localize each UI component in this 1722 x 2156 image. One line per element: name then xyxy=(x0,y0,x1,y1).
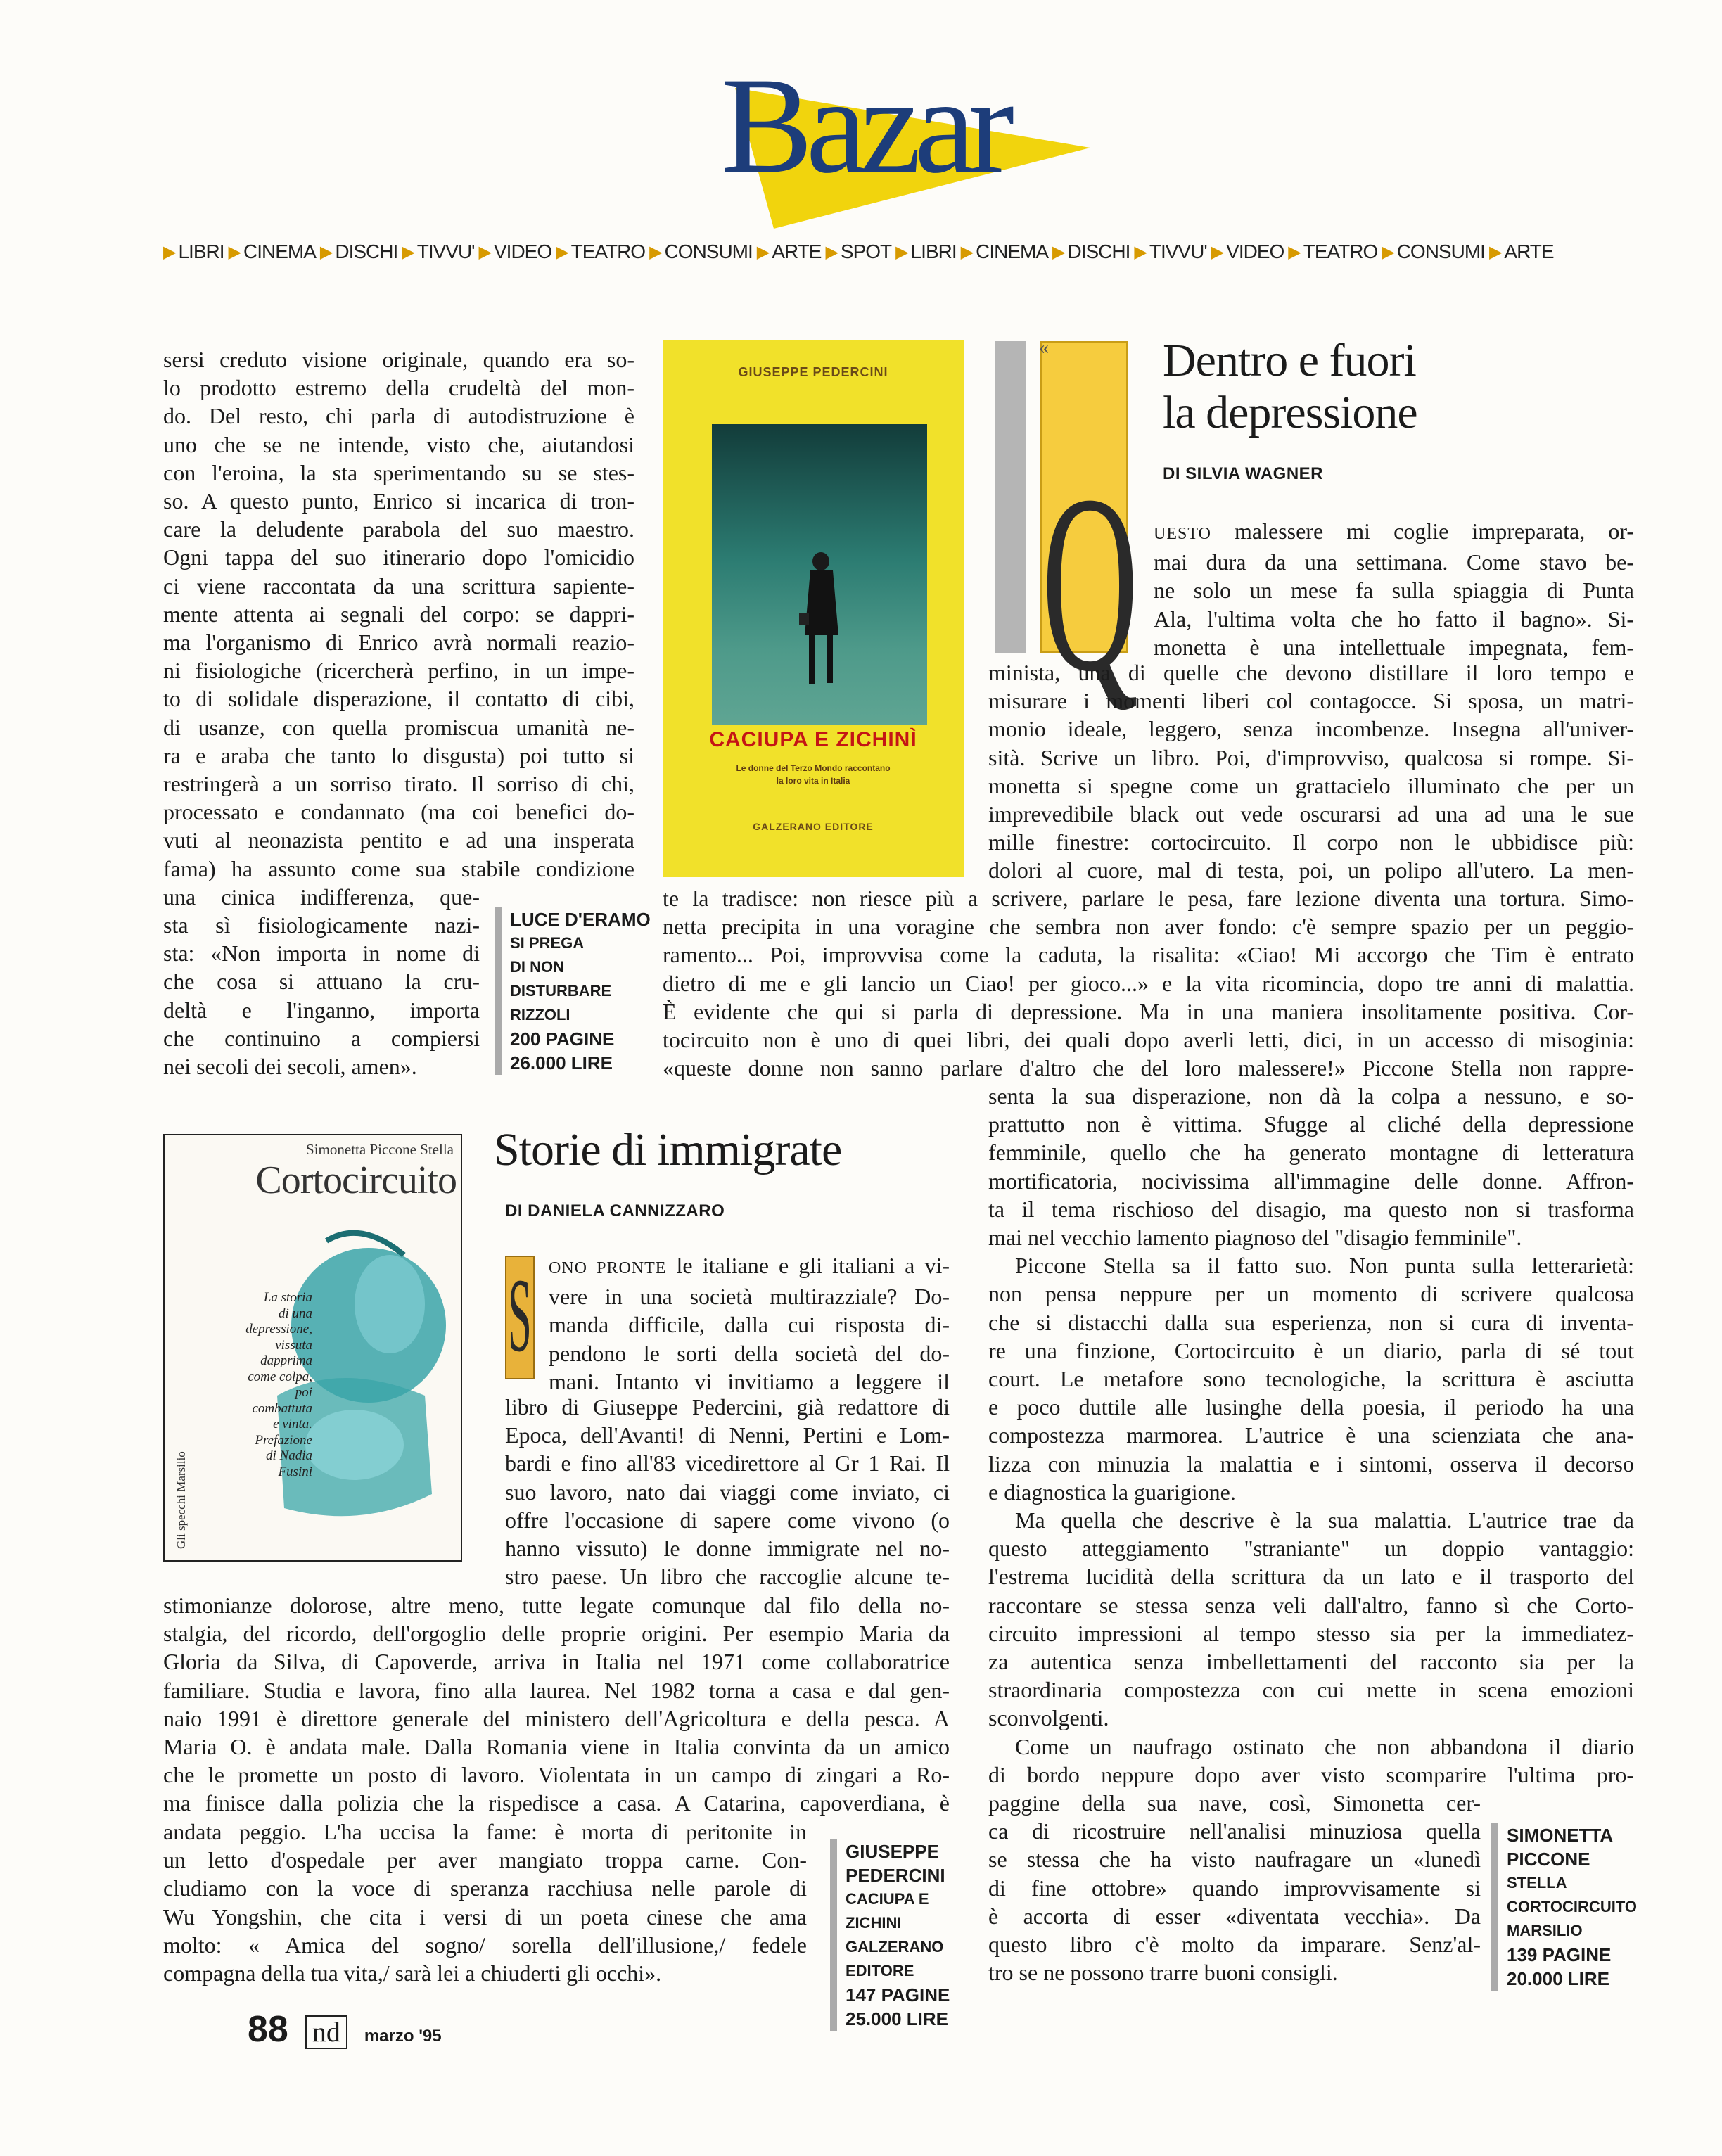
text-line: ra e araba che tanto lo disgusta) poi tutto si xyxy=(163,742,634,768)
text-line: prattutto non è vittima. Sfugge al cliché della depressione xyxy=(988,1111,1634,1137)
text-line: l'estrema lucidità della scrittura da un lato e il trasporto del xyxy=(988,1564,1634,1590)
nav-item xyxy=(229,238,316,266)
nav-arrow-icon: ▶ xyxy=(825,242,838,262)
dropcap-letter-s: S xyxy=(508,1257,532,1374)
text-line: che si distacchi dalla sua esperienza, non si cura di inventa- xyxy=(988,1309,1634,1335)
text-line: Epoca, dell'Avanti! di Nenni, Pertini e Lom- xyxy=(505,1422,950,1448)
text-line: mille finestre: cortocircuito. Il corpo non le ubbidisce più: xyxy=(988,829,1634,855)
text-line: questo libro c'è molto da imparare. Senz'al- xyxy=(988,1932,1481,1958)
sidebar-book-info-1 xyxy=(495,907,651,1075)
text-line: dietro di me e gli lancio un Ciao! per gioco...» e la vita ricomincia, dopo tre anni di malattia. xyxy=(663,970,1634,996)
lead-in: ONO PRONTE xyxy=(549,1259,667,1277)
article-title-line-1: Dentro e fuori xyxy=(1163,335,1416,386)
page-footer xyxy=(248,2008,442,2050)
nav-arrow-icon: ▶ xyxy=(1382,242,1394,262)
text-line: Come un naufrago ostinato che non abbandona il diario xyxy=(1015,1733,1634,1759)
line-text: manda difficile, dalla cui risposta di- xyxy=(549,1312,950,1338)
text-line: compagna della tua vita,/ sarà lei a chiuderti gli occhi». xyxy=(163,1960,662,1986)
nav-label: TEATRO xyxy=(570,241,646,262)
nav-arrow-icon: ▶ xyxy=(895,242,908,262)
text-line: Ma quella che descrive è la sua malattia. L'autrice trae da xyxy=(1015,1507,1634,1533)
text-line: ma l'organismo di Enrico avrà normali reazio- xyxy=(163,630,634,656)
text-line: re una finzione, Cortocircuito è un diario, parla di sé tout xyxy=(988,1337,1634,1363)
text-line: monio ideale, leggero, senza incombenze. Insegna all'univer- xyxy=(988,716,1634,742)
book-cover-subtitle: Le donne del Terzo Mondo raccontano la loro vita in Italia xyxy=(736,763,891,786)
book-cover-author: GIUSEPPE PEDERCINI xyxy=(738,365,888,379)
nav-item xyxy=(757,238,822,266)
article-title-line-2: la depressione xyxy=(1163,387,1417,438)
nav-arrow-icon: ▶ xyxy=(1052,242,1065,262)
blurb-line: poi xyxy=(295,1385,312,1400)
text-line: che continuino a compiersi xyxy=(163,1025,480,1051)
text-line: ca di ricostruire nell'analisi minuziosa quella xyxy=(988,1818,1481,1844)
text-line: Piccone Stella sa il fatto suo. Non punta sulla letterarietà: xyxy=(1015,1253,1634,1279)
page-number: 88 xyxy=(248,2009,288,2050)
section-nav xyxy=(163,238,1633,266)
text-line: è accorta di esser «diventata vecchia». Da xyxy=(988,1903,1481,1929)
text-line: suo lavoro, nato dai viaggi come inviato, ci xyxy=(505,1479,950,1505)
nav-item xyxy=(1489,238,1554,266)
logo: Bazar xyxy=(721,49,1007,202)
nav-item xyxy=(649,238,753,266)
text-line: una cinica indifferenza, que- xyxy=(163,884,480,910)
text-line: paggine della sua nave, così, Simonetta cer- xyxy=(988,1790,1481,1816)
byline-author-2: DANIELA CANNIZZARO xyxy=(528,1201,725,1220)
sidebar-line: MARSILIO xyxy=(1507,1922,1583,1939)
text-line: Wu Yongshin, che cita i versi di un poeta cinese che ama xyxy=(163,1903,807,1929)
blurb-line: di una xyxy=(278,1306,312,1321)
text-line: vuti al neonazista pentito e ad una insperata xyxy=(163,827,634,853)
dropcap-letter: Q xyxy=(1042,444,1139,725)
article-byline-immigrate xyxy=(505,1201,725,1221)
text-line: circuito impressioni al tempo stesso sia per la immediatez- xyxy=(988,1620,1634,1646)
nav-arrow-icon: ▶ xyxy=(1134,242,1147,262)
nav-label: CONSUMI xyxy=(1396,241,1485,262)
nav-arrow-icon: ▶ xyxy=(319,242,333,262)
nav-label: CINEMA xyxy=(976,241,1049,262)
text-line: compostezza marmorea. L'autrice è una scienziata che ana- xyxy=(988,1422,1634,1448)
blurb-line: come colpa, xyxy=(248,1369,312,1384)
text-line xyxy=(1154,633,1634,661)
text-line: se stessa che ha visto naufragare un «lunedì xyxy=(988,1846,1481,1873)
sidebar-line: SI PREGA xyxy=(510,934,585,952)
sidebar-line: GIUSEPPE PEDERCINI xyxy=(846,1841,945,1886)
sidebar-line: DI NON DISTURBARE xyxy=(510,958,612,1000)
nav-label: CONSUMI xyxy=(664,241,753,262)
text-line: za autentica senza imbellettamenti del racconto sia per la xyxy=(988,1649,1634,1675)
sidebar-line: 20.000 LIRE xyxy=(1507,1968,1609,1989)
nav-label: LIBRI xyxy=(178,241,224,262)
text-line: deltà e l'inganno, importa xyxy=(163,997,480,1023)
text-line: ci viene raccontata da una scrittura sapiente- xyxy=(163,573,634,599)
text-line xyxy=(1154,517,1634,548)
byline-prefix: DI xyxy=(1163,464,1180,483)
nav-item xyxy=(1288,238,1377,266)
nav-item xyxy=(1382,238,1485,266)
sidebar-line: CORTOCIRCUITO xyxy=(1507,1898,1637,1915)
text-line: sità. Scrive un libro. Poi, d'improvviso, qualcosa si rompe. Si- xyxy=(988,744,1634,770)
text-line: straordinaria compostezza con cui mette in scena emozioni xyxy=(988,1677,1634,1703)
text-line: netta precipita in una voragine che sembra non aver fondo: c'è sempre spazio per un peggio- xyxy=(663,914,1634,940)
line-text: Ala, l'ultima volta che ho fatto il bagno». Si- xyxy=(1154,606,1634,632)
sidebar-book-info-3 xyxy=(1491,1823,1650,1991)
text-line: lizza con minuzia la malattia e i sintomi, osserva il decorso xyxy=(988,1450,1634,1476)
blurb-line: Fusini xyxy=(278,1464,312,1479)
nav-arrow-icon: ▶ xyxy=(556,242,568,262)
text-line: to di solidale disperazione, il contatto di cibi, xyxy=(163,686,634,712)
nav-label: VIDEO xyxy=(1226,241,1284,262)
blurb-line: dapprima xyxy=(260,1353,312,1368)
blurb-line: Prefazione xyxy=(255,1432,312,1448)
masthead xyxy=(707,49,1101,236)
article-immigrate-end xyxy=(163,1818,807,1987)
book-cover-title: CACIUPA E ZICHINÌ xyxy=(709,728,917,751)
text-line: ni fisiologiche (ricercherà perfino, in un impe- xyxy=(163,658,634,684)
nav-item xyxy=(1134,238,1206,266)
article-immigrate-mid xyxy=(505,1393,950,1590)
text-line: imprevedibile black out vede oscurarsi ad una ad una le sue xyxy=(988,801,1634,827)
text-line xyxy=(1154,576,1634,604)
text-line: stalgia, del ricordo, dell'orgoglio delle proprie origini. Per esempio Maria da xyxy=(163,1621,950,1647)
text-line: hanno vissuto) le donne immigrate nel no- xyxy=(505,1536,950,1562)
text-line: Gloria da Silva, di Capoverde, arriva in Italia nel 1971 come collaboratrice xyxy=(163,1649,950,1675)
book-cover-series: Gli specchi Marsilio xyxy=(174,1451,188,1549)
article-immigrate-full xyxy=(163,1591,950,1818)
book-cover-caciupa xyxy=(663,340,964,877)
book-cover-photo xyxy=(712,424,927,725)
line-text: malessere mi coglie impreparata, or- xyxy=(1211,518,1634,544)
nav-label: ARTE xyxy=(1504,241,1554,262)
nav-item xyxy=(1052,238,1130,266)
nav-arrow-icon: ▶ xyxy=(1488,242,1502,262)
line-text: pendono le sorti della società del do- xyxy=(549,1340,950,1366)
text-line xyxy=(549,1310,950,1339)
nav-item xyxy=(556,238,645,266)
text-line: stimonianze dolorose, altre meno, tutte legate comunque dal filo della no- xyxy=(163,1593,950,1618)
sidebar-line: 147 PAGINE xyxy=(846,1984,950,2005)
sidebar-line: CACIUPA E ZICHINI xyxy=(846,1890,929,1932)
text-line: raccontare se stessa senza veli dall'altro, fanno sì che Corto- xyxy=(988,1592,1634,1618)
nav-label: SPOT xyxy=(840,241,892,262)
nav-arrow-icon: ▶ xyxy=(649,242,662,262)
sidebar-line: RIZZOLI xyxy=(510,1006,570,1023)
text-line: processato e condannato (ma coi benefici do- xyxy=(163,799,634,825)
nav-label: CINEMA xyxy=(243,241,316,262)
nav-label: DISCHI xyxy=(1067,241,1130,262)
magazine-logo: nd xyxy=(305,2015,347,2049)
book-cover-publisher: GALZERANO EDITORE xyxy=(753,821,874,832)
nav-arrow-icon: ▶ xyxy=(1211,242,1224,262)
nav-label: TIVVU' xyxy=(416,241,475,262)
text-line: court. Le metafore sono tecnologiche, la scrittura è asciutta xyxy=(988,1366,1634,1392)
text-line: nei secoli dei secoli, amen». xyxy=(163,1054,417,1080)
sidebar-line: 25.000 LIRE xyxy=(846,2008,948,2029)
text-line xyxy=(1154,605,1634,633)
text-line: mente attenta ai segnali del corpo: se dappri- xyxy=(163,601,634,627)
nav-arrow-icon: ▶ xyxy=(756,242,770,262)
nav-item xyxy=(163,238,224,266)
sidebar-line: GALZERANO EDITORE xyxy=(846,1938,944,1979)
text-line: misurare i momenti liberi col contagocce. Si sposa, un matri- xyxy=(988,688,1634,714)
opening-quote-mark: « xyxy=(1039,337,1049,359)
text-line: femminile, quello che ha generato montagne di letteratura xyxy=(988,1140,1634,1166)
text-line: minista, una di quelle che devono distillare il loro tempo e xyxy=(988,660,1634,685)
text-line: mai nel vecchio lamento piagnoso del "disagio femminile". xyxy=(988,1225,1522,1251)
nav-arrow-icon: ▶ xyxy=(163,242,176,262)
nav-item xyxy=(895,238,957,266)
nav-label: ARTE xyxy=(772,241,822,262)
nav-item xyxy=(961,238,1048,266)
text-line: «queste donne non sanno parlare d'altro che del loro malessere!» Piccone Stella non rappre- xyxy=(663,1055,1634,1081)
line-text: ne solo un mese fa sulla spiaggia di Punta xyxy=(1154,578,1634,604)
article-immigrate-opening xyxy=(549,1251,950,1396)
article-depressione-opening xyxy=(1154,517,1634,661)
text-line xyxy=(1154,548,1634,576)
blurb-line: e vinta. xyxy=(273,1417,312,1431)
text-line: so. A questo punto, Enrico si incarica di tron- xyxy=(163,488,634,514)
dropcap-box-s xyxy=(505,1256,535,1379)
nav-arrow-icon: ▶ xyxy=(228,242,241,262)
text-line: di fine ottobre» quando improvvisamente si xyxy=(988,1875,1481,1901)
text-line: questo atteggiamento "straniante" un doppio vantaggio: xyxy=(988,1536,1634,1562)
text-line: bardi e fino all'83 vicedirettore al Gr 1 Rai. Il xyxy=(505,1450,950,1476)
text-line: restringerà a un sorriso tirato. Il sorriso di chi, xyxy=(163,771,634,797)
line-text: le italiane e gli italiani a vi- xyxy=(666,1253,950,1278)
byline-author: SILVIA WAGNER xyxy=(1185,464,1324,483)
text-line: Maria O. è andata male. Dalla Romania viene in Italia convinta da un amico xyxy=(163,1734,950,1760)
sidebar-line: LUCE D'ERAMO xyxy=(510,909,651,930)
nav-item xyxy=(402,238,474,266)
sidebar-line: 26.000 LIRE xyxy=(510,1052,613,1073)
text-line: sconvolgenti. xyxy=(988,1705,1109,1731)
text-line: È evidente che qui si parla di depressione. Ma in una maniera insolitamente positiva. Cor- xyxy=(663,998,1634,1024)
text-line: uno che se ne intende, visto che, aiutandosi xyxy=(163,431,634,457)
sidebar-line: SIMONETTA PICCONE xyxy=(1507,1825,1613,1870)
article-depressione-wide xyxy=(988,658,1634,885)
text-line: care la deludente parabola del suo maestro. xyxy=(163,516,634,542)
article-title-depressione xyxy=(1163,335,1655,439)
blurb-line: La storia xyxy=(263,1290,312,1305)
text-line: non pensa neppure per un momento di scrivere qualcosa xyxy=(988,1281,1634,1307)
byline-prefix-2: DI xyxy=(505,1201,523,1220)
nav-item xyxy=(320,238,397,266)
text-line: molto: « Amica del sogno/ sorella dell'illusione,/ fedele xyxy=(163,1932,807,1958)
line-text: monetta è una intellettuale impegnata, fem- xyxy=(1154,634,1634,660)
dropcap-box-q xyxy=(995,337,1139,725)
text-line: sta: «Non importa in nome di xyxy=(163,940,480,967)
nav-item xyxy=(1211,238,1284,266)
dropcap-yellow-panel xyxy=(1040,341,1139,725)
book-cover-title-2: Cortocircuito xyxy=(255,1159,457,1202)
text-line: ta il tema rischioso del disagio, ma questo non si trasforma xyxy=(988,1196,1634,1222)
nav-item xyxy=(825,238,891,266)
nav-label: TEATRO xyxy=(1303,241,1378,262)
book-cover-author-2: Simonetta Piccone Stella xyxy=(306,1141,454,1158)
text-line: mortificatoria, nocivissima all'immagine delle donne. Affron- xyxy=(988,1168,1634,1194)
issue-date: marzo '95 xyxy=(364,2027,442,2046)
text-line: con l'eroina, la sta sperimentando su se stes- xyxy=(163,459,634,485)
blurb-line: di Nadia xyxy=(266,1448,312,1463)
text-line: dolori al cuore, mal di testa, poi, un polipo all'utero. La men- xyxy=(988,857,1634,884)
nav-item xyxy=(479,238,552,266)
text-line: naio 1991 è direttore generale del ministero dell'Agricoltura e della pesca. A xyxy=(163,1705,950,1731)
nav-label: LIBRI xyxy=(910,241,957,262)
text-line: cludiamo con la voce di speranza racchiusa nelle parole di xyxy=(163,1875,807,1901)
sidebar-line: 200 PAGINE xyxy=(510,1028,615,1050)
text-line: monetta si spegne come un grattacielo illuminato che per un xyxy=(988,772,1634,798)
article-byline-depressione xyxy=(1163,464,1323,484)
text-line: Ogni tappa del suo itinerario dopo l'omicidio xyxy=(163,544,634,570)
nav-label: VIDEO xyxy=(494,241,552,262)
text-line xyxy=(549,1282,950,1310)
line-text: vere in una società multirazziale? Do- xyxy=(549,1284,950,1310)
text-line: do. Del resto, chi parla di autodistruzione è xyxy=(163,403,634,429)
text-line: e diagnostica la guarigione. xyxy=(988,1479,1236,1505)
line-text: mai dura da una settimana. Come stavo be- xyxy=(1154,549,1634,575)
text-line: stro paese. Un libro che raccoglie alcune te- xyxy=(505,1564,950,1590)
text-line: senta la sua disperazione, non dà la colpa a nessuno, e so- xyxy=(988,1083,1634,1109)
sidebar-line: 139 PAGINE xyxy=(1507,1944,1612,1965)
text-line: e poco duttile alle lusinghe della poesia, il periodo ha una xyxy=(988,1394,1634,1420)
text-line: che cosa si attuano la cru- xyxy=(163,969,480,995)
nav-arrow-icon: ▶ xyxy=(402,242,414,262)
sidebar-line: STELLA xyxy=(1507,1874,1567,1892)
text-line: ma finisce dalla polizia che la rispedisce a casa. A Catarina, capoverdiana, è xyxy=(163,1790,950,1816)
text-line: fama) ha assunto come sua stabile condizione xyxy=(163,855,634,881)
text-line: di usanze, con quella promiscua umanità ne- xyxy=(163,714,634,740)
line-text: mani. Intanto vi invitiamo a leggere il xyxy=(549,1368,950,1394)
nav-label: TIVVU' xyxy=(1149,241,1207,262)
text-line: ramento... Poi, improvvisa come la caduta, la risalita: «Ciao! Mi accorgo che Tim è entrato xyxy=(663,942,1634,968)
text-line: un letto d'ospedale per aver mangiato troppa carne. Con- xyxy=(163,1847,807,1873)
blurb-line: combattuta xyxy=(252,1401,312,1416)
text-line: familiare. Studia e lavora, fino alla laurea. Nel 1982 torna a casa e dal gen- xyxy=(163,1677,950,1703)
blurb-line: vissuta xyxy=(275,1337,312,1353)
text-line xyxy=(549,1251,950,1282)
dropcap-gray-bar xyxy=(995,341,1026,653)
text-line: libro di Giuseppe Pedercini, già redattore di xyxy=(505,1394,950,1420)
text-line: offre l'occasione di sapere come vivono (o xyxy=(505,1507,950,1533)
text-line: andata peggio. L'ha uccisa la fame: è morta di peritonite in xyxy=(163,1819,807,1844)
article-title-immigrate: Storie di immigrate xyxy=(494,1124,842,1175)
article-depressione-full xyxy=(663,884,1634,1082)
text-line: te la tradisce: non riesce più a scrivere, parlare le pesa, fare lezione diventa una tortura. Simo- xyxy=(663,886,1634,911)
nav-arrow-icon: ▶ xyxy=(960,242,974,262)
blurb-line: depressione, xyxy=(245,1322,312,1337)
text-line: lo prodotto estremo della crudeltà del mon- xyxy=(163,375,634,401)
text-line: sta sì fisiologicamente nazi- xyxy=(163,912,480,938)
text-line xyxy=(549,1339,950,1367)
text-line xyxy=(549,1367,950,1396)
nav-label: DISCHI xyxy=(335,241,398,262)
text-line: tocircuito non è uno di quei libri, dei quali dopo averli letti, dici, in un accesso di misoginia: xyxy=(663,1027,1634,1053)
text-line: di bordo neppure dopo aver visto scomparire l'ultima pro- xyxy=(988,1761,1634,1787)
text-line: sersi creduto visione originale, quando era so- xyxy=(163,347,634,372)
book-cover-cortocircuito xyxy=(163,1134,462,1562)
sidebar-book-info-2 xyxy=(830,1839,976,2031)
text-line: che le promette un posto di lavoro. Violentata in un campo di zingari a Ro- xyxy=(163,1762,950,1788)
nav-arrow-icon: ▶ xyxy=(1288,242,1301,262)
book-cover-blurb xyxy=(193,1290,312,1480)
nav-arrow-icon: ▶ xyxy=(478,242,491,262)
text-line: tro se ne possono trarre buoni consigli. xyxy=(988,1960,1338,1986)
lead-in: UESTO xyxy=(1154,525,1211,543)
